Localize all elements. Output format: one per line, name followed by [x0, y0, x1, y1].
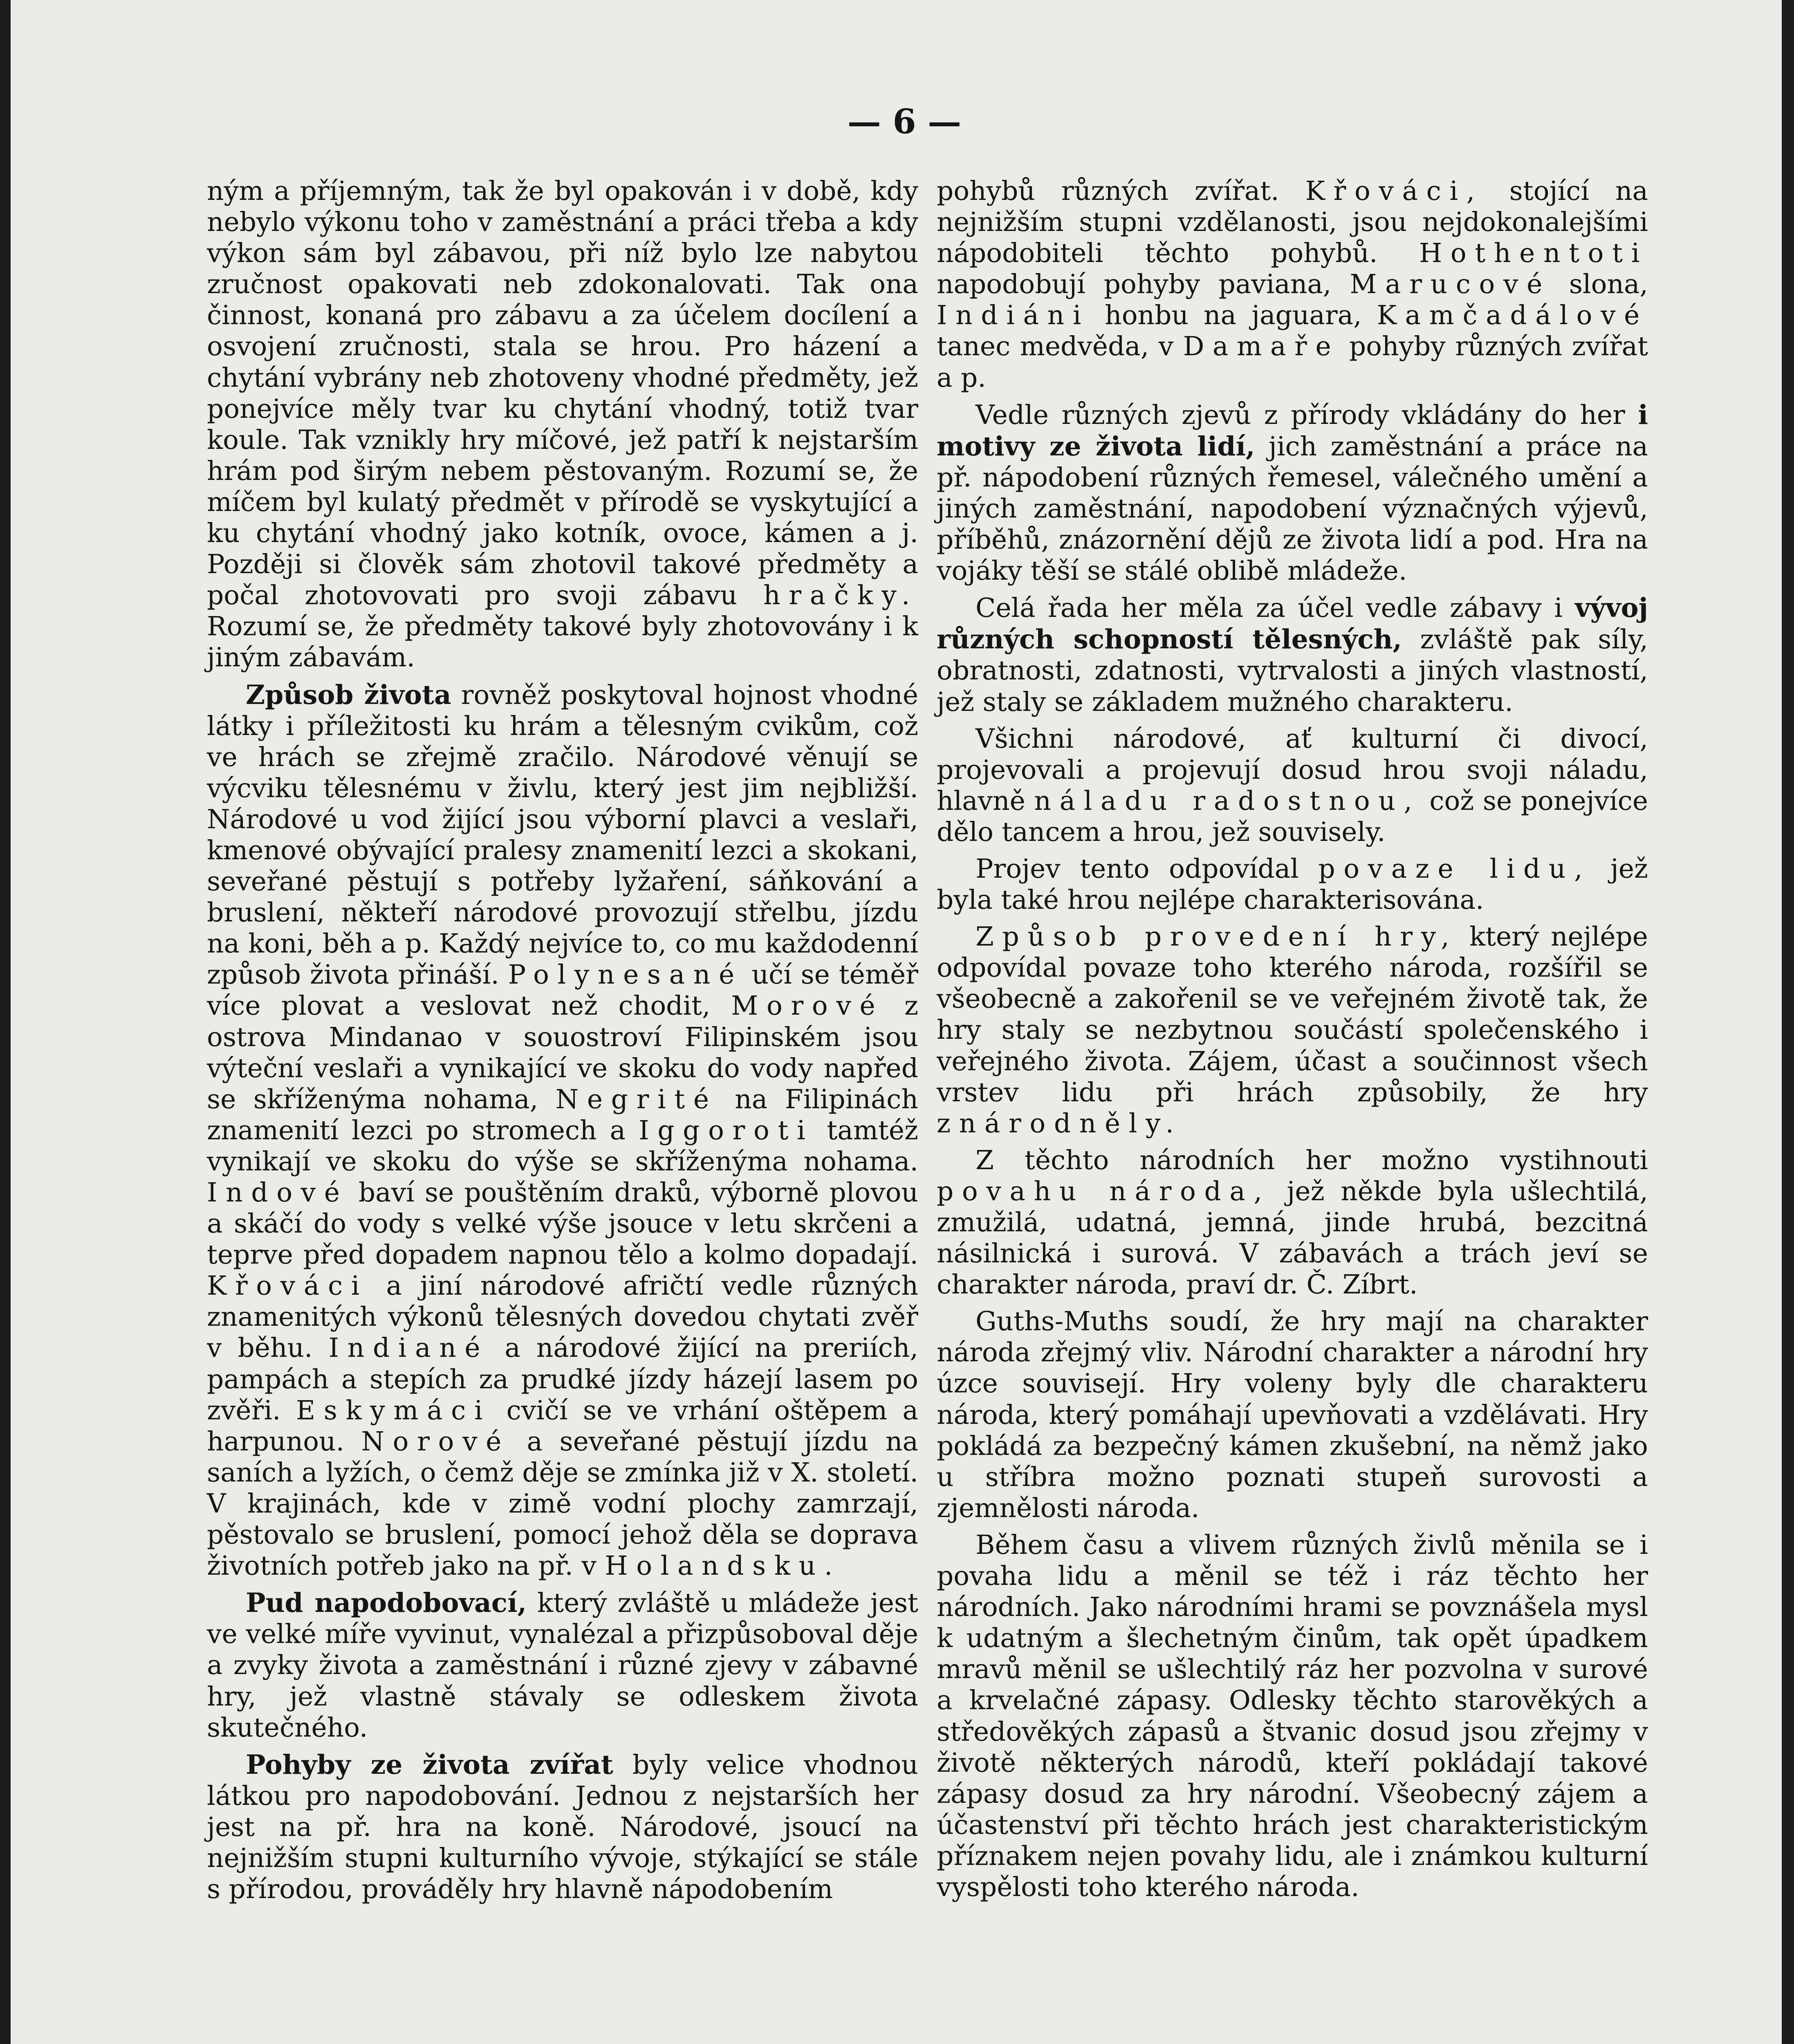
- heading-motivy-ze-zivota-lidi: i motivy ze života lidí,: [937, 399, 1648, 462]
- paragraph-right-2: Vedle různých zjevů z přírody vkládány do her i motivy ze života lidí, jich zaměstnání a práce na př. nápodobení různých řemesel, válečného umění a jiných zaměstnání, napodobení význačných výjevů, příběhů, znázornění dějů ze života lidí a pod. Hra na vojáky těší se stálé oblibě mládeže.: [937, 399, 1648, 587]
- heading-pud-napodobovaci: Pud napodobovací,: [246, 1587, 527, 1619]
- paragraph-right-4: Všichni národové, ať kulturní či divocí, projevovali a projevují dosud hrou svoji náladu, hlavně náladu radostnou, což se ponejvíce dělo tancem a hrou, jež souvisely.: [937, 723, 1648, 847]
- right-column: [937, 176, 1648, 1909]
- paragraph-left-1: ným a příjemným, tak že byl opakován i v době, kdy nebylo výkonu toho v zaměstnání a práci třeba a kdy výkon sám byl zábavou, při níž bylo lze nabytou zručnost opakovati neb zdokonalovati. Tak ona činnost, konaná pro zábavu a za účelem docílení a osvojení zručnosti, stala se hrou. Pro házení a chytání vybrány neb zhotoveny vhodné předměty, jež ponejvíce měly tvar ku chytání vhodný, totiž tvar koule. Tak vznikly hry míčové, jež patří k nejstarším hrám pod širým nebem pěstovaným. Rozumí se, že míčem byl kulatý předmět v přírodě se vyskytující a ku chytání vhodný jako kotník, ovoce, kámen a j. Později si člověk sám zhotovil takové předměty a počal zhotovovati pro svoji zábavu hračky. Rozumí se, že předměty takové byly zhotovovány i k jiným zábavám.: [207, 176, 918, 673]
- paragraph-right-7: Z těchto národních her možno vystihnouti povahu národa, jež někde byla ušlechtilá, zmužilá, udatná, jemná, jinde hrubá, bezcitná násilnická i surová. V zábavách a trách jeví se charakter národa, praví dr. Č. Zíbrt.: [937, 1145, 1648, 1300]
- paragraph-left-4: Pohyby ze života zvířat byly velice vhodnou látkou pro napodobování. Jednou z nejstarších her jest na př. hra na koně. Národové, jsoucí na nejnižším stupni kulturního vývoje, stýkající se stále s přírodou, prováděly hry hlavně nápodobením: [207, 1749, 918, 1905]
- paragraph-left-3: Pud napodobovací, který zvláště u mládeže jest ve velké míře vyvinut, vynalézal a přizpůsoboval děje a zvyky života a zaměstnání i různé zjevy v zábavné hry, jež vlastně stávaly se odleskem života skutečného.: [207, 1587, 918, 1743]
- paragraph-right-9: Během času a vlivem různých živlů měnila se i povaha lidu a měnil se též i ráz těchto her národních. Jako národními hrami se povznášela mysl k udatným a šlechetným činům, tak opět úpadkem mravů měnil se ušlechtilý ráz her pozvolna v surové a krvelačné zápasy. Odlesky těchto starověkých a středověkých zápasů a štvanic dosud jsou zřejmy v životě některých národů, kteří pokládají takové zápasy dosud za hry národní. Všeobecný zájem a účastenství při těchto hrách jest charakteristickým příznakem nejen povahy lidu, ale i známkou kulturní vyspělosti toho kterého národa.: [937, 1529, 1648, 1903]
- paragraph-right-8: Guths-Muths soudí, že hry mají na charakter národa zřejmý vliv. Národní charakter a národní hry úzce souvisejí. Hry voleny byly dle charakteru národa, který pomáhají upevňovati a vzdělávati. Hry pokládá za bezpečný kámen zkušební, na němž jako u stříbra možno poznati stupeň surovosti a zjemnělosti národa.: [937, 1306, 1648, 1524]
- heading-pohyby-ze-zivota-zvirat: Pohyby ze života zvířat: [246, 1749, 613, 1780]
- page-number: — 6 —: [847, 102, 962, 141]
- paragraph-right-1: pohybů různých zvířat. Křováci, stojící na nejnižším stupni vzdělanosti, jsou nejdokonalejšími nápodobiteli těchto pohybů. Hothentoti napodobují pohyby paviana, Marucové slona, Indiáni honbu na jaguara, Kamčadálové tanec medvěda, v Damaře pohyby různých zvířat a p.: [937, 176, 1648, 393]
- paragraph-right-5: Projev tento odpovídal povaze lidu, jež byla také hrou nejlépe charakterisována.: [937, 853, 1648, 916]
- heading-vyvoj-schopnosti: vývoj různých schopností tělesných,: [937, 592, 1648, 655]
- paragraph-left-2: Způsob života rovněž poskytoval hojnost vhodné látky i příležitosti ku hrám a tělesným cvikům, což ve hrách se zřejmě zračilo. Národové věnují se výcviku tělesnému v živlu, který jest jim nejbližší. Národové u vod žijící jsou výborní plavci a veslaři, kmenové obývající pralesy znamenití lezci a skokani, seveřané pěstují s potřeby lyžaření, sáňkování a bruslení, někteří národové provozují střelbu, jízdu na koni, běh a p. Každý nejvíce to, co mu každodenní způsob života přináší. Polynesané učí se téměř více plovat a veslovat než chodit, Morové z ostrova Mindanao v souostroví Filipinském jsou výteční veslaři a vynikající ve skoku do vody napřed se skříženýma nohama, Negrité na Filipinách znamenití lezci po stromech a Iggoroti tamtéž vynikají ve skoku do výše se skříženýma nohama. Indové baví se pouštěním draků, výborně plovou a skáčí do vody s velké výše jsouce v letu skrčeni a teprve před dopadem napnou tělo a kolmo dopadají. Křováci a jiní národové afričtí vedle různých znamenitých výkonů tělesných dovedou chytati zvěř v běhu. Indiané a národové žijící na preriích, pampách a stepích za prudké jízdy házejí lasem po zvěři. Eskymáci cvičí se ve vrhání oštěpem a harpunou. Norové a seveřané pěstují jízdu na saních a lyžích, o čemž děje se zmínka již v X. století. V krajinách, kde v zimě vodní plochy zamrzají, pěstovalo se bruslení, pomocí jehož děla se doprava životních potřeb jako na př. v Holandsku.: [207, 679, 919, 1582]
- paragraph-right-6: Způsob provedení hry, který nejlépe odpovídal povaze toho kterého národa, rozšířil se všeobecně a zakořenil se ve veřejném životě tak, že hry staly se nezbytnou součástí společenského i veřejného života. Zájem, účast a součinnost všech vrstev lidu při hrách způsobily, že hry znárodněly.: [937, 921, 1648, 1139]
- left-column: [207, 176, 918, 1911]
- heading-zpusob-zivota: Způsob života: [246, 679, 451, 710]
- paragraph-right-3: Celá řada her měla za účel vedle zábavy i vývoj různých schopností tělesných, zvláště pak síly, obratnosti, zdatnosti, vytrvalosti a jiných vlastností, jež staly se základem mužného charakteru.: [937, 592, 1648, 717]
